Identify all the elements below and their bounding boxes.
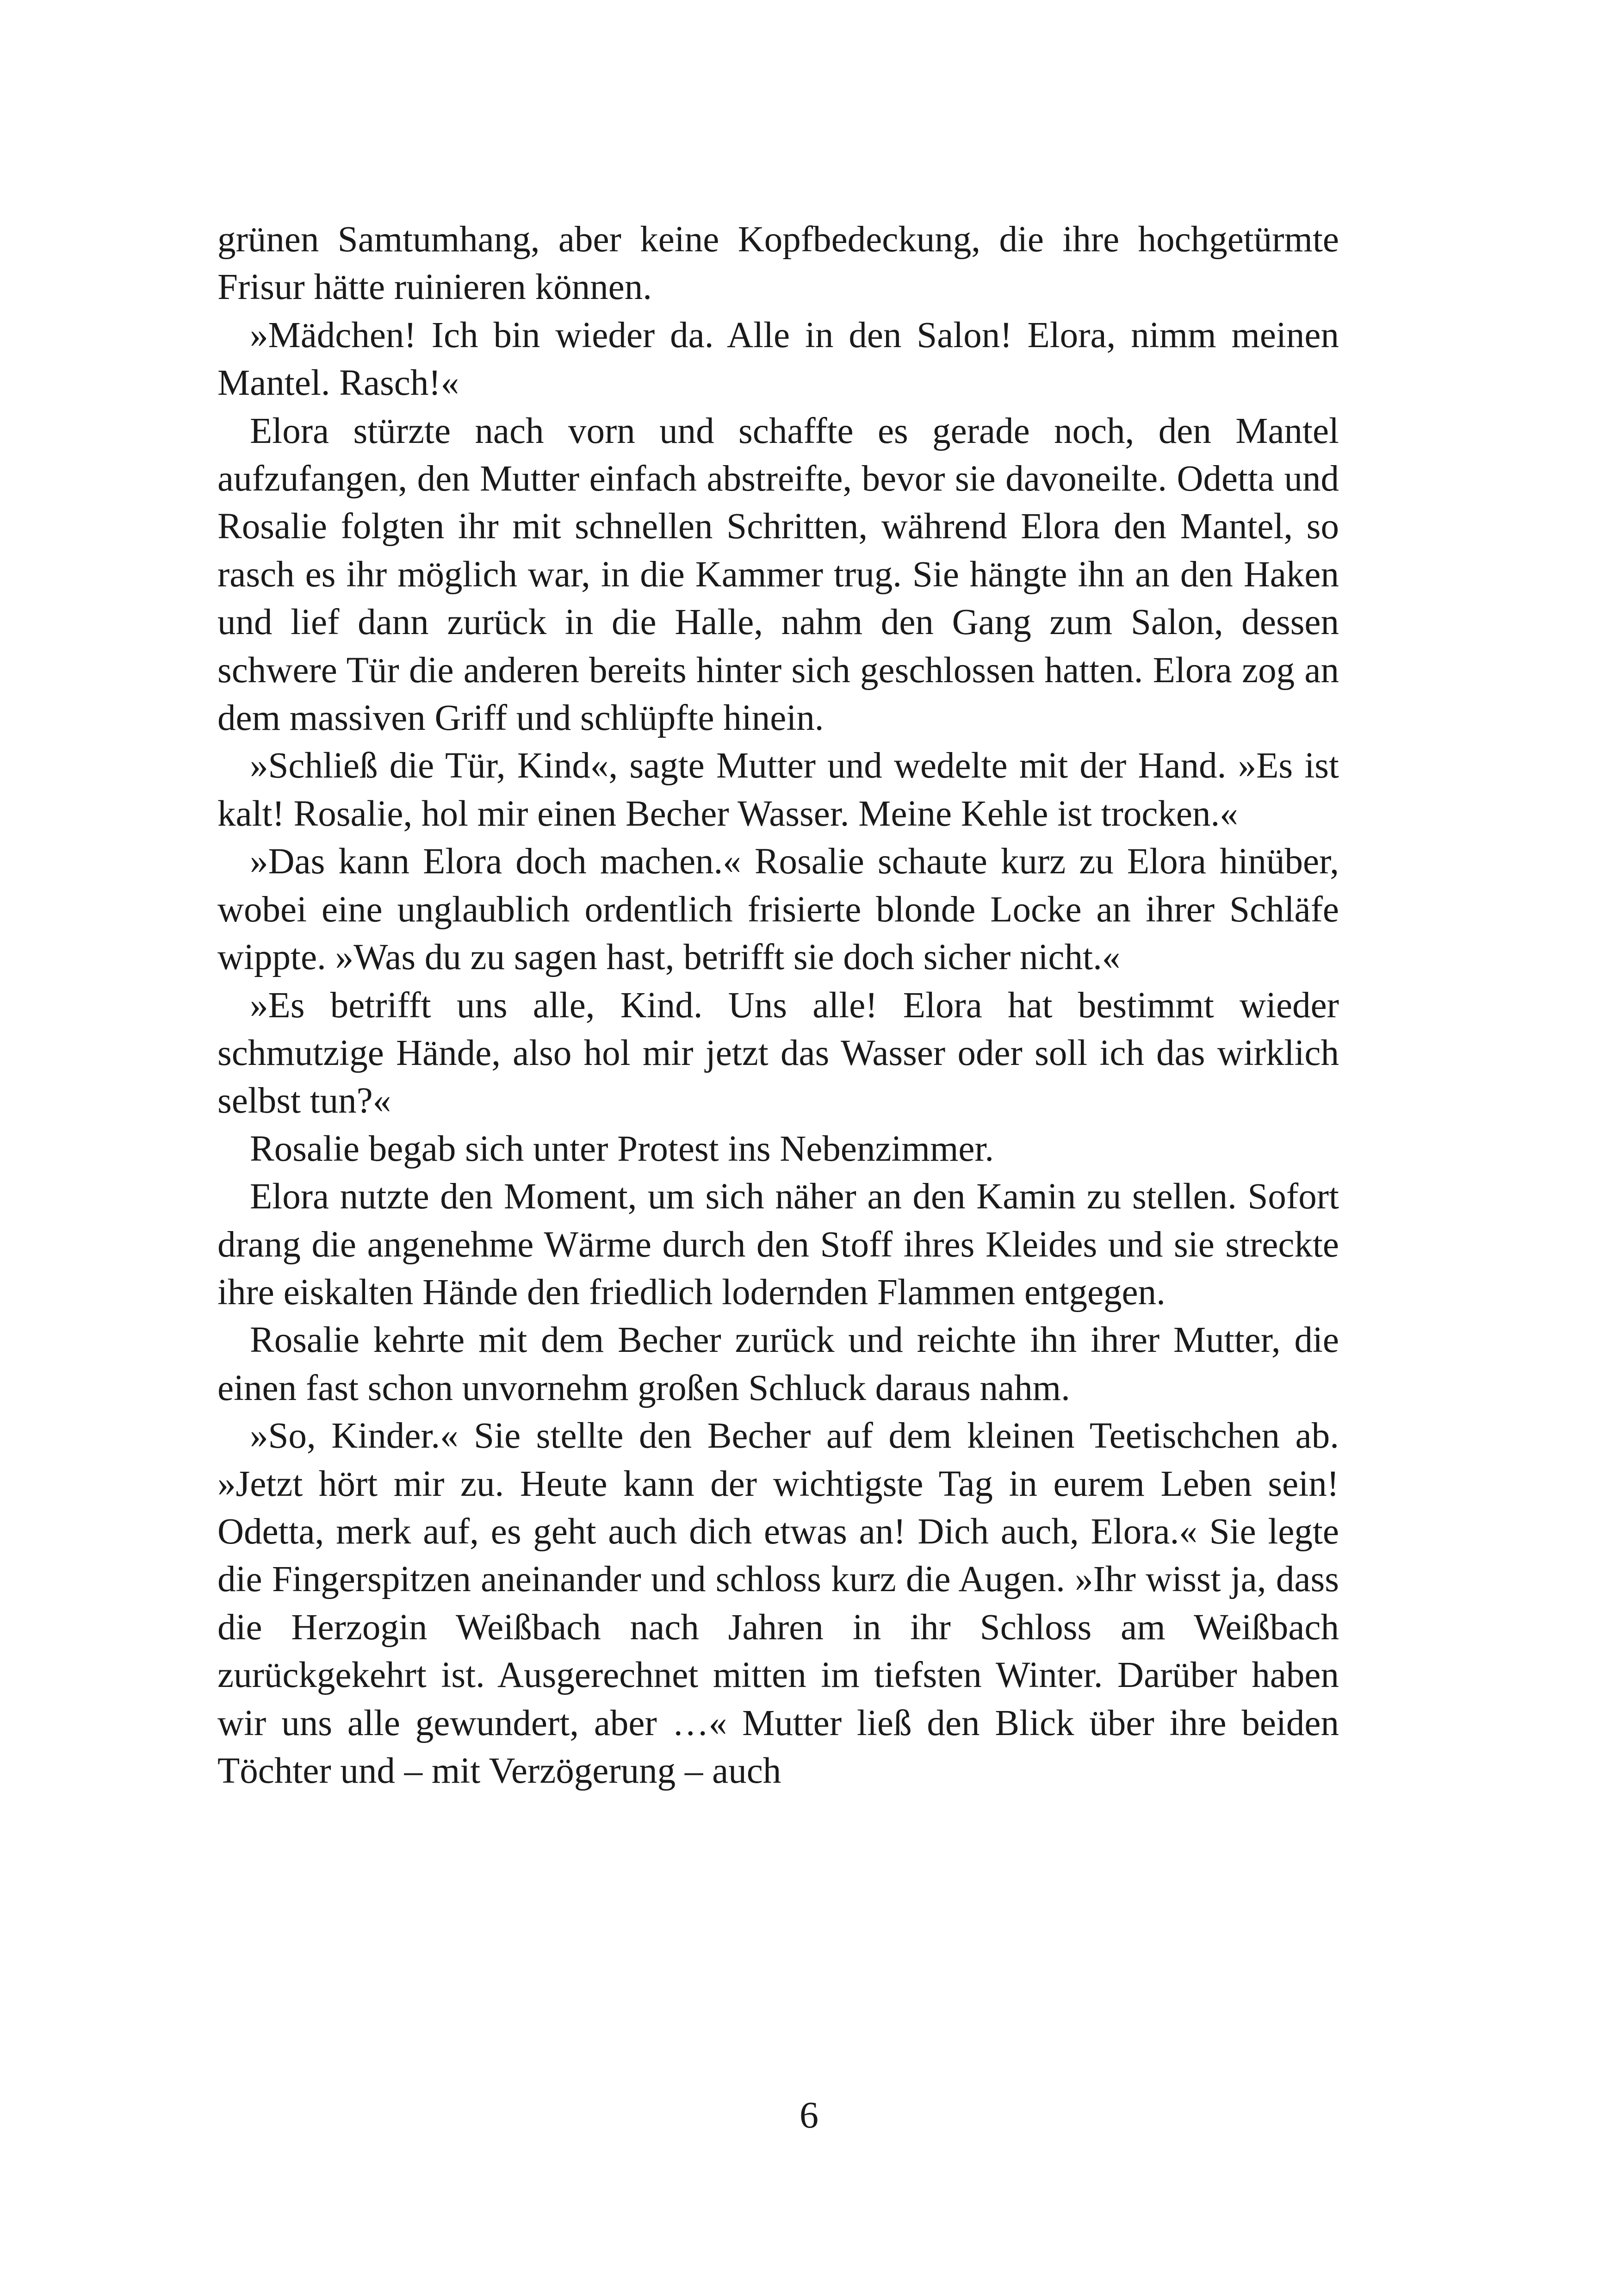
paragraph: Rosalie kehrte mit dem Becher zurück und reichte ihn ihrer Mutter, die einen fast schon unvornehm großen Schluck daraus nahm. [217,1320,1339,1408]
paragraph: »Mädchen! Ich bin wieder da. Alle in den Salon! Elora, nimm meinen Mantel. Rasch!« [217,315,1339,404]
paragraph: Elora nutzte den Moment, um sich näher an den Kamin zu stellen. Sofort drang die angenehme Wärme durch den Stoff ihres Kleides und sie streckte ihre eiskalten Hände den friedlich lodernden Flammen entgegen. [217,1176,1339,1313]
paragraph: grünen Samtumhang, aber keine Kopfbedeckung, die ihre hochgetürmte Frisur hätte ruinieren können. [217,219,1339,308]
paragraph: Rosalie begab sich unter Protest ins Nebenzimmer. [250,1128,994,1169]
body-text [217,216,1339,1795]
paragraph: »Es betrifft uns alle, Kind. Uns alle! Elora hat bestimmt wieder schmutzige Hände, also hol mir jetzt das Wasser oder soll ich das wirklich selbst tun?« [217,985,1339,1121]
paragraph: »So, Kinder.« Sie stellte den Becher auf dem kleinen Teetischchen ab. »Jetzt hört mir zu. Heute kann der wichtigste Tag in eurem Leben sein! Odetta, merk auf, es geht auch dich etwas an! Dich auch, Elora.« Sie legte die Fingerspitzen aneinander und schloss kurz die Augen. »Ihr wisst ja, dass die Herzogin Weißbach nach Jahren in ihr Schloss am Weißbach zurückgekehrt ist. Ausgerechnet mitten im tiefsten Winter. Darüber haben wir uns alle gewundert, aber …« Mutter ließ den Blick über ihre beiden Töchter und – mit Verzögerung – auch [217,1416,1339,1791]
paragraph: Elora stürzte nach vorn und schaffte es gerade noch, den Mantel aufzufangen, den Mutter einfach abstreifte, bevor sie davoneilte. Odetta und Rosalie folgten ihr mit schnellen Schritten, während Elora den Mantel, so rasch es ihr möglich war, in die Kammer trug. Sie hängte ihn an den Haken und lief dann zurück in die Halle, nahm den Gang zum Salon, dessen schwere Tür die anderen bereits hinter sich geschlossen hatten. Elora zog an dem massiven Griff und schlüpfte hinein. [217,411,1339,739]
page-number: 6 [800,2094,818,2136]
paragraph: »Schließ die Tür, Kind«, sagte Mutter und wedelte mit der Hand. »Es ist kalt! Rosalie, hol mir einen Becher Wasser. Meine Kehle ist trocken.« [217,746,1339,834]
paragraph: »Das kann Elora doch machen.« Rosalie schaute kurz zu Elora hinüber, wobei eine unglaublich ordentlich frisierte blonde Locke an ihrer Schläfe wippte. »Was du zu sagen hast, betrifft sie doch sicher nicht.« [217,841,1339,978]
